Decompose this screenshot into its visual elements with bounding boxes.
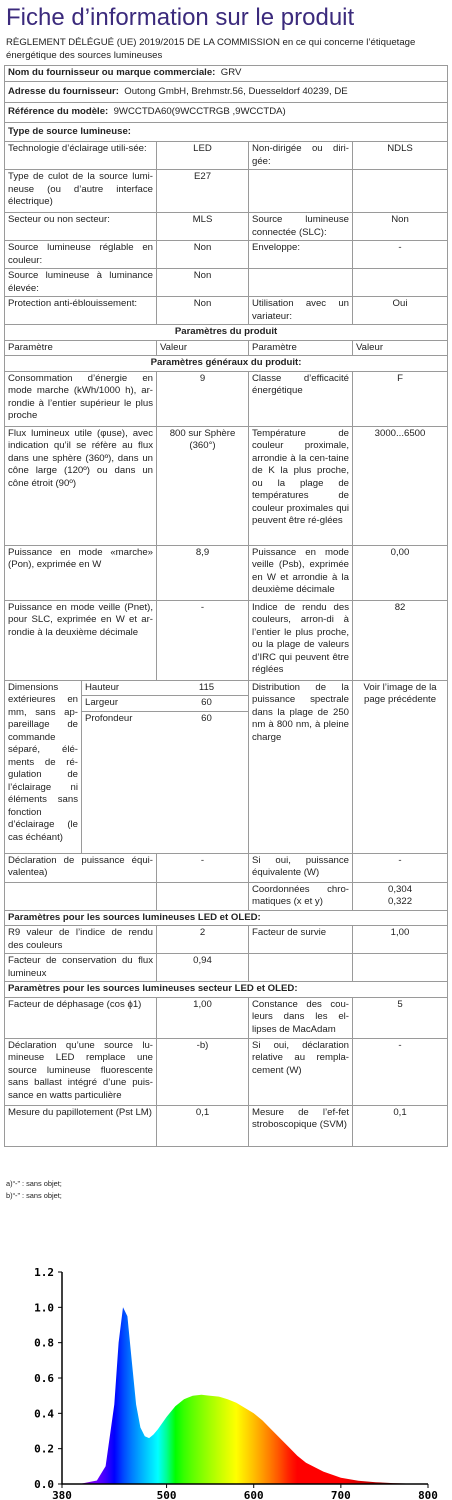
general-section-header (5, 356, 448, 372)
led-oled-title: Paramètres pour les sources lumineuses LED et OLED: (5, 910, 448, 926)
source-row (5, 213, 448, 241)
x-tick-label: 380 (52, 1489, 72, 1500)
source-row-label-2 (249, 170, 353, 213)
mains-row-label-2: Constance des cou-leurs dans les el-lipses de MacAdam (249, 997, 353, 1038)
equiv-value-2: - (353, 853, 448, 882)
address-row (5, 81, 448, 103)
mains-row-label: Facteur de déphasage (cos ϕ1) (5, 997, 157, 1038)
led-oled-section-header (5, 910, 448, 926)
survival-label: Facteur de survie (249, 926, 353, 954)
led-oled-row (5, 926, 448, 954)
y-tick-label: 0.8 (34, 1336, 54, 1350)
general-row-label-2: Puissance en mode veille (Psb), exprimée en W et arrondie à la deuxième décimale (249, 545, 353, 600)
source-row (5, 241, 448, 269)
mains-row-label: Mesure du papillotement (Pst LM) (5, 1105, 157, 1146)
general-row (5, 426, 448, 545)
equivalent-power-row (5, 853, 448, 882)
general-row-label: Puissance en mode «marche» (Pon), exprimée en W (5, 545, 157, 600)
x-tick-label: 600 (243, 1489, 264, 1500)
source-row-label: Type de culot de la source lumi-neuse (ou d’autre interface électrique) (5, 170, 157, 213)
mains-row-value-2: 5 (353, 997, 448, 1038)
maintenance-label: Facteur de conservation du flux lumineux (5, 954, 157, 982)
source-row (5, 297, 448, 325)
source-row-label: Technologie d’éclairage utili-sée: (5, 142, 157, 170)
r9-value: 2 (157, 926, 249, 954)
dimensions-label: Dimensions extérieures en mm, sans ap-pareillage de commande séparé, élé-ments de ré-gulation de l’éclairage ni éléments sans fonction d’éclairage (le cas échéant) (5, 681, 82, 853)
general-row (5, 600, 448, 680)
col-param: Paramètre (5, 340, 157, 356)
col-param-2: Paramètre (249, 340, 353, 356)
source-row (5, 269, 448, 297)
source-row-value: Non (157, 241, 249, 269)
maintenance-value: 0,94 (157, 954, 249, 982)
chromaticity-row (5, 882, 448, 910)
source-row-value-2 (353, 269, 448, 297)
general-row-value: 800 sur Sphère (360°) (157, 426, 249, 545)
depth-label: Profondeur (85, 712, 133, 724)
general-row-label-2: Indice de rendu des couleurs, arron-di à l’entier le plus proche, ou la plage de valeurs d’IRC qui peuvent être réglées (249, 600, 353, 680)
dimensions-row (5, 680, 448, 853)
mains-title: Paramètres pour les sources lumineuses secteur LED et OLED: (5, 982, 448, 998)
height-label: Hauteur (85, 681, 120, 693)
chromaticity-x: 0,304 (388, 883, 413, 895)
page-title: Fiche d’information sur le produit (6, 4, 355, 31)
general-row-label-2: Température de couleur proximale, arrondie à la cen-taine de K la plus proche, ou la plage de températures de couleur proximales qui peuvent être ré-glées (249, 426, 353, 545)
params-section-title: Paramètres du produit (5, 325, 448, 341)
depth-value: 60 (201, 712, 212, 724)
footnotes (6, 1178, 62, 1202)
source-row-value: LED (157, 142, 249, 170)
mains-row-value: -b) (157, 1038, 249, 1105)
x-tick-label: 800 (418, 1489, 438, 1500)
supplier-value: GRV (220, 67, 242, 78)
source-row-value-2: NDLS (353, 142, 448, 170)
chromaticity-y: 0,322 (388, 896, 413, 907)
footnote-a: a)“-” : sans objet; (6, 1179, 62, 1188)
supplier-label: Nom du fournisseur ou marque commerciale: (8, 67, 216, 78)
mains-row (5, 997, 448, 1038)
source-row-value-2 (353, 170, 448, 213)
mains-row (5, 1038, 448, 1105)
x-tick-label: 500 (156, 1489, 177, 1500)
chromaticity-label: Coordonnées chro-matiques (x et y) (249, 882, 353, 910)
mains-row-value-2: 0,1 (353, 1105, 448, 1146)
spectral-value: Voir l’image de la page précédente (353, 680, 448, 853)
y-tick-label: 0.4 (34, 1407, 54, 1421)
source-row-value-2: - (353, 241, 448, 269)
source-row-value: Non (157, 269, 249, 297)
y-tick-label: 1.2 (34, 1266, 54, 1279)
source-row-label-2: Utilisation avec un variateur: (249, 297, 353, 325)
model-value: 9WCCTDA60(9WCCTRGB ,9WCCTDA) (113, 106, 286, 117)
general-section-title: Paramètres généraux du produit: (5, 356, 448, 372)
address-value: Outong GmbH, Brehmstr.56, Duesseldorf 40239, DE (124, 85, 348, 97)
source-type-label: Type de source lumineuse: (5, 122, 448, 142)
mains-row (5, 1105, 448, 1146)
source-row-label-2: Enveloppe: (249, 241, 353, 269)
spectral-distribution-chart (0, 1262, 452, 1500)
source-row-label-2: Non-dirigée ou diri-gée: (249, 142, 353, 170)
general-row-label-2: Classe d’efficacité énergétique (249, 371, 353, 426)
general-row-label: Consommation d’énergie en mode marche (kWh/1000 h), ar-rondie à l’entier supérieur le plus proche (5, 371, 157, 426)
r9-label: R9 valeur de l’indice de rendu des couleurs (5, 926, 157, 954)
supplier-row (5, 66, 448, 82)
general-row-value: 8,9 (157, 545, 249, 600)
footnote-b: b)“-” : sans objet; (6, 1191, 62, 1200)
general-row-value-2: 0,00 (353, 545, 448, 600)
width-value: 60 (201, 697, 212, 708)
spectrum-area (79, 1307, 410, 1484)
product-info-table (4, 65, 448, 1147)
general-row-value-2: 3000...6500 (353, 426, 448, 545)
model-label: Référence du modèle: (8, 106, 109, 117)
params-column-header (5, 340, 448, 356)
source-row-value-2: Non (353, 213, 448, 241)
width-label: Largeur (85, 697, 119, 708)
mains-section-header (5, 982, 448, 998)
mains-row-value-2: - (353, 1038, 448, 1105)
source-row-value-2: Oui (353, 297, 448, 325)
source-row-label: Protection anti-éblouissement: (5, 297, 157, 325)
col-value: Valeur (157, 340, 249, 356)
params-section-header (5, 325, 448, 341)
survival-value: 1,00 (353, 926, 448, 954)
regulation-subtitle: RÈGLEMENT DÉLÉGUÉ (UE) 2019/2015 DE LA COMMISSION en ce qui concerne l’étiquetage énergétique des sources lumineuses (6, 37, 416, 61)
general-row-value: 9 (157, 371, 249, 426)
source-row-value: Non (157, 297, 249, 325)
source-row-label: Secteur ou non secteur: (5, 213, 157, 241)
x-tick-label: 700 (330, 1489, 351, 1500)
col-value-2: Valeur (353, 340, 448, 356)
spectral-label: Distribution de la puissance spectrale dans la plage de 250 nm à 800 nm, à pleine charge (249, 680, 353, 853)
source-row-value: E27 (157, 170, 249, 213)
chromaticity-value (353, 882, 448, 910)
source-row-value: MLS (157, 213, 249, 241)
y-tick-label: 1.0 (34, 1301, 54, 1315)
source-row-label: Source lumineuse réglable en couleur: (5, 241, 157, 269)
y-tick-label: 0.6 (34, 1372, 54, 1385)
general-row-value-2: 82 (353, 600, 448, 680)
equiv-label-2: Si oui, puissance équivalente (W) (249, 853, 353, 882)
general-row (5, 371, 448, 426)
source-type-header (5, 122, 448, 142)
source-row-label-2: Source lumineuse connectée (SLC): (249, 213, 353, 241)
source-row-label: Source lumineuse à luminance élevée: (5, 269, 157, 297)
general-row-value: - (157, 600, 249, 680)
address-label: Adresse du fournisseur: (8, 85, 119, 97)
general-row (5, 545, 448, 600)
equiv-label: Déclaration de puissance équi-valentea) (5, 853, 157, 882)
mains-row-label: Déclaration qu’une source lu-mineuse LED remplace une source lumineuse fluorescente sans ballast intégré d’une puis-sance en watts particulière (5, 1038, 157, 1105)
y-tick-label: 0.2 (34, 1442, 54, 1456)
general-row-value-2: F (353, 371, 448, 426)
general-row-label: Flux lumineux utile (φuse), avec indication qu’il se réfère au flux dans une sphère (360º), dans un cône large (120º) ou dans un cône étroit (90º) (5, 426, 157, 545)
equiv-value: - (157, 853, 249, 882)
mains-row-label-2: Mesure de l’ef-fet stroboscopique (SVM) (249, 1105, 353, 1146)
source-row (5, 170, 448, 213)
mains-row-label-2: Si oui, déclaration relative au rempla-cement (W) (249, 1038, 353, 1105)
model-row (5, 103, 448, 123)
source-row (5, 142, 448, 170)
mains-row-value: 1,00 (157, 997, 249, 1038)
source-row-label-2 (249, 269, 353, 297)
height-value: 115 (198, 681, 215, 693)
y-tick-label: 0.0 (34, 1478, 54, 1491)
general-row-label: Puissance en mode veille (Pnet), pour SLC, exprimée en W et ar-rondie à la deuxième décimale (5, 600, 157, 680)
mains-row-value: 0,1 (157, 1105, 249, 1146)
led-oled-row (5, 954, 448, 982)
